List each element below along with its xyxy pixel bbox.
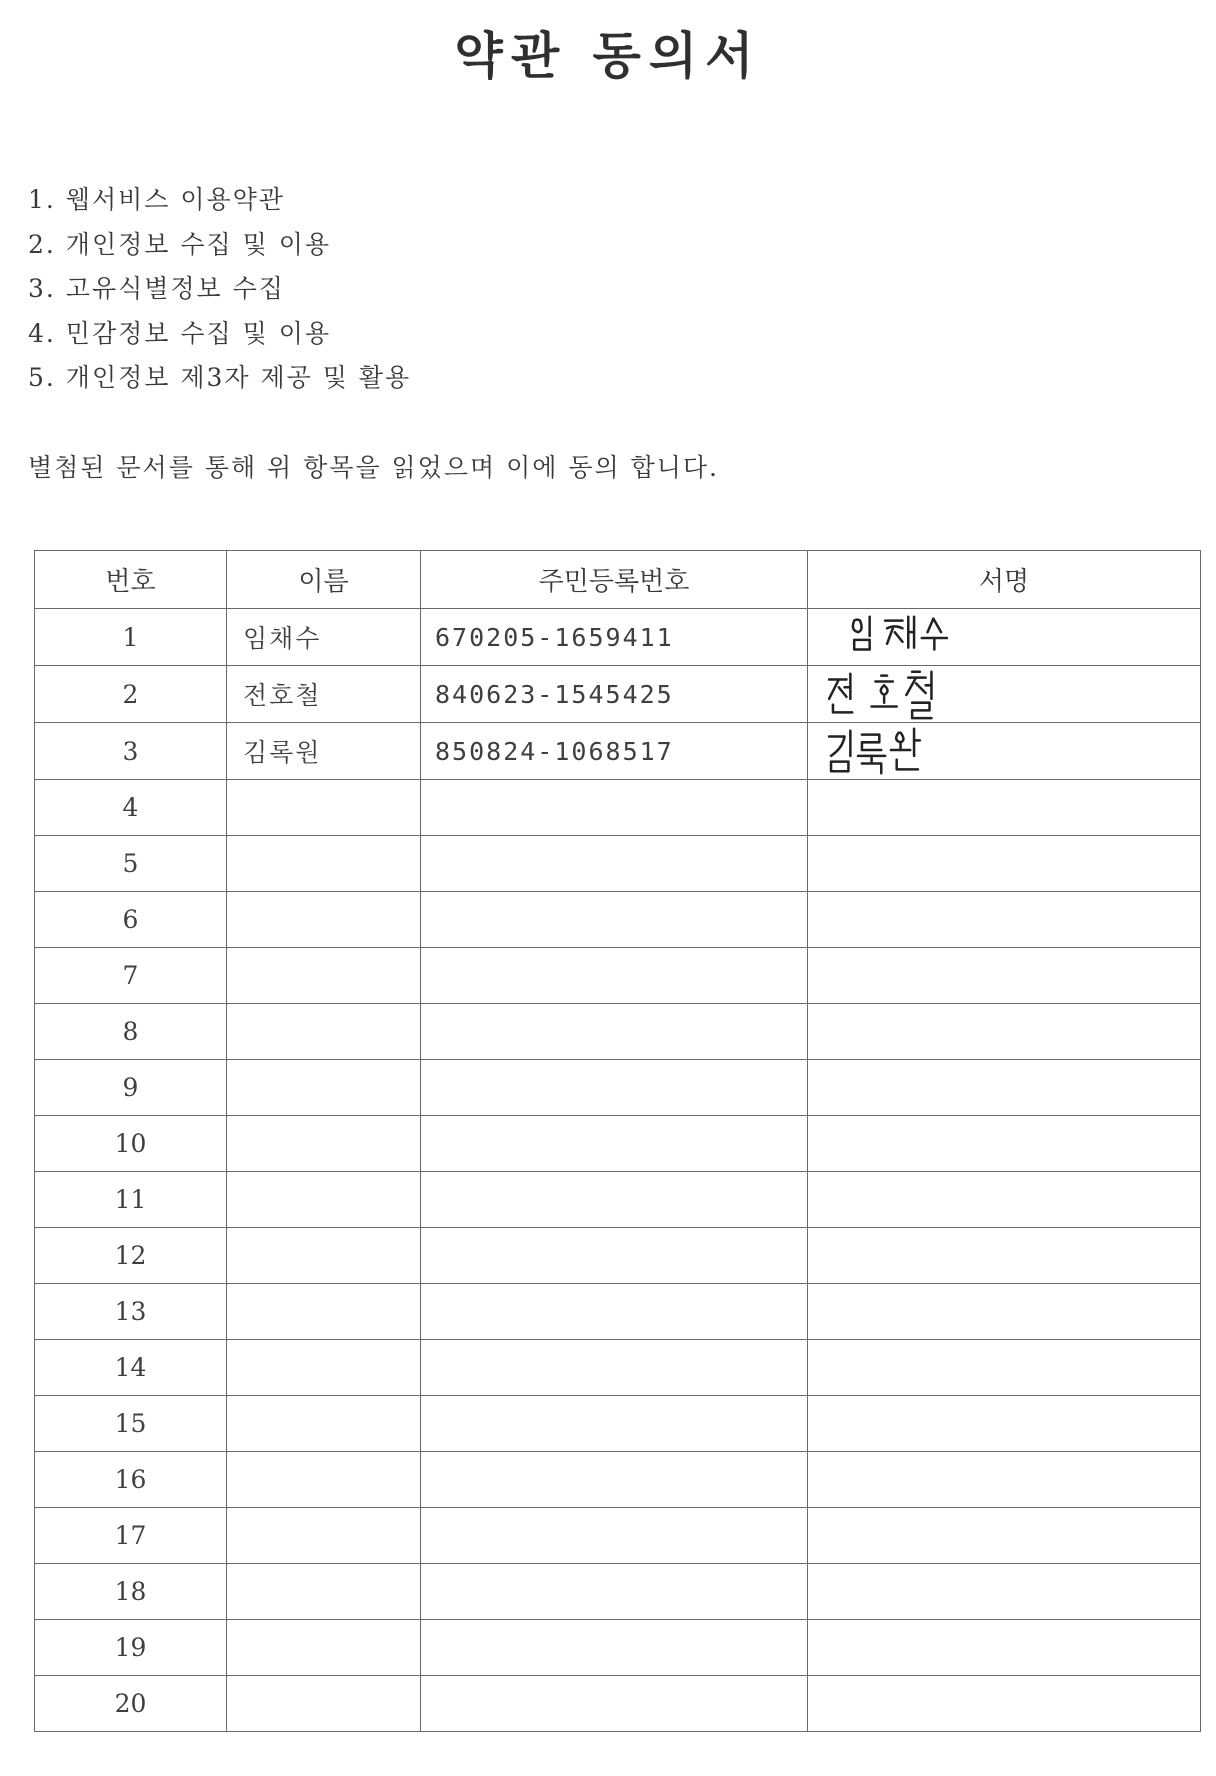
table-row [35, 609, 1201, 666]
row-number: 16 [35, 1452, 227, 1508]
row-name [227, 1172, 421, 1228]
row-resident-id [421, 780, 808, 836]
row-resident-id [421, 1340, 808, 1396]
row-name [227, 1284, 421, 1340]
header-number: 번호 [35, 551, 227, 609]
terms-item: 5. 개인정보 제3자 제공 및 활용 [28, 363, 412, 392]
row-signature [808, 1620, 1201, 1676]
row-signature [808, 836, 1201, 892]
header-resident-id: 주민등록번호 [421, 551, 808, 609]
table-row [35, 1508, 1201, 1564]
table-row [35, 892, 1201, 948]
row-number: 20 [35, 1676, 227, 1732]
row-signature [808, 892, 1201, 948]
row-number: 9 [35, 1060, 227, 1116]
row-name [227, 1452, 421, 1508]
row-resident-id [421, 1116, 808, 1172]
row-signature [808, 1172, 1201, 1228]
handwritten-signature [808, 723, 968, 779]
table-row [35, 1228, 1201, 1284]
row-number: 15 [35, 1396, 227, 1452]
terms-item: 3. 고유식별정보 수집 [28, 274, 285, 303]
row-number: 1 [35, 609, 227, 666]
row-name [227, 1340, 421, 1396]
row-number: 10 [35, 1116, 227, 1172]
terms-item: 2. 개인정보 수집 및 이용 [28, 229, 331, 259]
row-signature [808, 666, 1201, 723]
table-header-row [35, 551, 1201, 609]
row-resident-id [421, 1284, 808, 1340]
row-signature [808, 780, 1201, 836]
table-row [35, 836, 1201, 892]
row-name [227, 1060, 421, 1116]
table-body [35, 609, 1201, 1732]
row-resident-id [421, 948, 808, 1004]
row-number: 13 [35, 1284, 227, 1340]
table-row [35, 666, 1201, 723]
row-name: 김록원 [227, 723, 421, 780]
row-name [227, 1620, 421, 1676]
row-resident-id [421, 1004, 808, 1060]
row-number: 6 [35, 892, 227, 948]
row-resident-id [421, 1228, 808, 1284]
row-name [227, 1676, 421, 1732]
row-number: 2 [35, 666, 227, 723]
table-row [35, 780, 1201, 836]
header-signature: 서명 [808, 551, 1201, 609]
row-signature [808, 1228, 1201, 1284]
row-name [227, 836, 421, 892]
handwritten-signature [808, 666, 968, 722]
row-number: 14 [35, 1340, 227, 1396]
row-signature [808, 609, 1201, 666]
row-name [227, 780, 421, 836]
row-resident-id [421, 1676, 808, 1732]
row-name [227, 1396, 421, 1452]
row-name [227, 1116, 421, 1172]
row-resident-id [421, 892, 808, 948]
row-number: 5 [35, 836, 227, 892]
terms-item: 1. 웹서비스 이용약관 [28, 185, 285, 214]
table-row [35, 1340, 1201, 1396]
row-signature [808, 1116, 1201, 1172]
row-name [227, 1004, 421, 1060]
row-number: 11 [35, 1172, 227, 1228]
row-resident-id: 850824-1068517 [421, 723, 808, 780]
row-name: 임채수 [227, 609, 421, 666]
table-row [35, 948, 1201, 1004]
terms-item: 4. 민감정보 수집 및 이용 [28, 318, 331, 348]
row-signature [808, 1060, 1201, 1116]
table-row [35, 1452, 1201, 1508]
row-name [227, 948, 421, 1004]
handwritten-signature [808, 609, 968, 665]
row-number: 3 [35, 723, 227, 780]
table-row [35, 1676, 1201, 1732]
row-number: 8 [35, 1004, 227, 1060]
table-row [35, 1396, 1201, 1452]
row-resident-id: 840623-1545425 [421, 666, 808, 723]
table-row [35, 1172, 1201, 1228]
table-row [35, 1620, 1201, 1676]
row-name: 전호철 [227, 666, 421, 723]
row-resident-id [421, 1564, 808, 1620]
table-row [35, 1284, 1201, 1340]
row-number: 19 [35, 1620, 227, 1676]
row-signature [808, 1564, 1201, 1620]
row-signature [808, 1676, 1201, 1732]
row-resident-id [421, 1396, 808, 1452]
row-number: 7 [35, 948, 227, 1004]
row-number: 12 [35, 1228, 227, 1284]
row-resident-id [421, 1172, 808, 1228]
page-title: 약관 동의서 [454, 27, 762, 85]
row-number: 4 [35, 780, 227, 836]
row-resident-id [421, 1508, 808, 1564]
row-signature [808, 1396, 1201, 1452]
table-row [35, 1060, 1201, 1116]
signature-table [34, 550, 1201, 1732]
row-signature [808, 1004, 1201, 1060]
row-resident-id [421, 1452, 808, 1508]
row-name [227, 1228, 421, 1284]
header-name: 이름 [227, 551, 421, 609]
table-row [35, 723, 1201, 780]
row-name [227, 1508, 421, 1564]
row-signature [808, 1452, 1201, 1508]
row-signature [808, 723, 1201, 780]
row-number: 18 [35, 1564, 227, 1620]
row-resident-id [421, 1620, 808, 1676]
row-name [227, 1564, 421, 1620]
row-resident-id [421, 836, 808, 892]
agreement-statement: 별첨된 문서를 통해 위 항목을 읽었으며 이에 동의 합니다. [28, 453, 719, 482]
table-row [35, 1116, 1201, 1172]
row-signature [808, 1508, 1201, 1564]
table-row [35, 1004, 1201, 1060]
row-signature [808, 948, 1201, 1004]
table-row [35, 1564, 1201, 1620]
row-resident-id [421, 1060, 808, 1116]
row-signature [808, 1340, 1201, 1396]
row-number: 17 [35, 1508, 227, 1564]
terms-list [28, 180, 411, 403]
row-signature [808, 1284, 1201, 1340]
row-name [227, 892, 421, 948]
row-resident-id: 670205-1659411 [421, 609, 808, 666]
